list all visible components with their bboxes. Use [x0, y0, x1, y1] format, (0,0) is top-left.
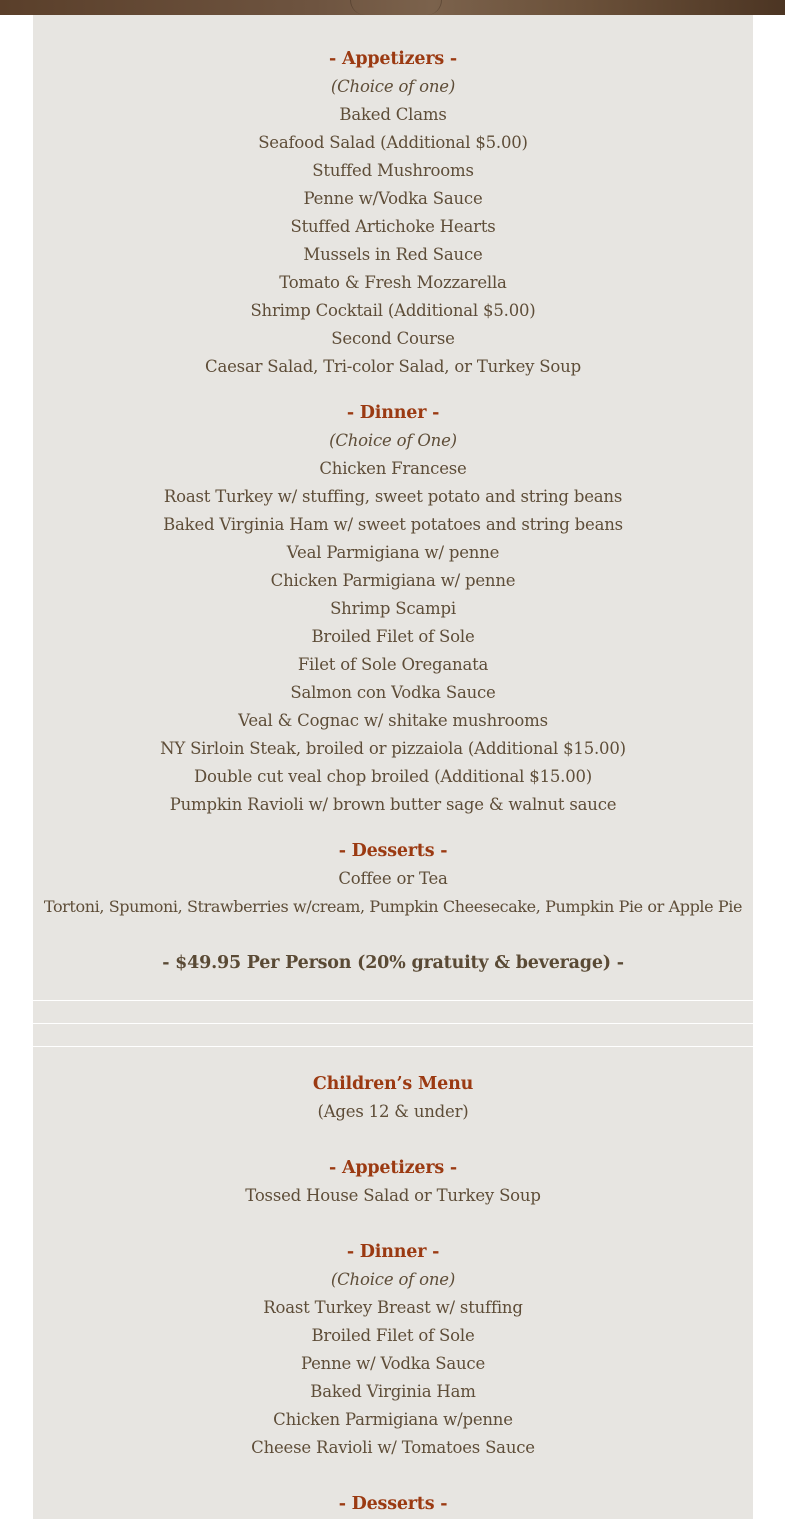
children-appetizers-heading: - Appetizers -	[329, 1158, 457, 1178]
menu-item: Pumpkin Ravioli w/ brown butter sage & walnut sauce	[169, 795, 617, 814]
menu-item: Broiled Filet of Sole	[311, 627, 475, 646]
menu-item: Veal & Cognac w/ shitake mushrooms	[238, 711, 548, 730]
menu-item: Baked Virginia Ham	[310, 1382, 476, 1401]
childrens-menu-title: Children’s Menu	[312, 1074, 474, 1094]
menu-item: Broiled Filet of Sole	[311, 1326, 475, 1345]
menu-item: Chicken Francese	[319, 459, 467, 478]
menu-item: Baked Clams	[339, 105, 447, 124]
menu-item: Veal Parmigiana w/ penne	[286, 543, 500, 562]
second-course-label: Second Course	[331, 329, 455, 348]
menu-item: Shrimp Cocktail (Additional $5.00)	[250, 301, 536, 320]
spacer-band	[33, 1024, 753, 1046]
menu-item: Coffee or Tea	[338, 869, 448, 888]
menu-item: Tortoni, Spumoni, Strawberries w/cream, Pumpkin Cheesecake, Pumpkin Pie or Apple Pie	[43, 897, 743, 916]
menu-item: Penne w/ Vodka Sauce	[300, 1354, 486, 1373]
hero-image-strip	[0, 0, 785, 15]
dinner-choice-note: (Choice of One)	[329, 431, 457, 450]
menu-item: Shrimp Scampi	[330, 599, 456, 618]
spacer-band	[33, 1001, 753, 1023]
menu-item: Chicken Parmigiana w/penne	[273, 1410, 513, 1429]
menu-item: Salmon con Vodka Sauce	[290, 683, 496, 702]
menu-item: Baked Virginia Ham w/ sweet potatoes and string beans	[163, 515, 623, 534]
menu-item: Roast Turkey Breast w/ stuffing	[263, 1298, 523, 1317]
appetizers-choice-note: (Choice of one)	[330, 77, 456, 96]
menu-item: Penne w/Vodka Sauce	[303, 189, 483, 208]
menu-item: Chicken Parmigiana w/ penne	[270, 571, 516, 590]
appetizers-heading: - Appetizers -	[329, 49, 457, 69]
dinner-heading: - Dinner -	[346, 403, 440, 423]
children-desserts-heading: - Desserts -	[338, 1494, 448, 1514]
menu-item: Seafood Salad (Additional $5.00)	[258, 133, 528, 152]
menu-item: Mussels in Red Sauce	[303, 245, 483, 264]
menu-item: Stuffed Artichoke Hearts	[290, 217, 496, 236]
hero-sketch-decoration	[350, 0, 442, 15]
menu-item: Cheese Ravioli w/ Tomatoes Sauce	[251, 1438, 535, 1457]
menu-item: Roast Turkey w/ stuffing, sweet potato and string beans	[163, 487, 623, 506]
childrens-menu-panel	[33, 1047, 753, 1519]
menu-item: Filet of Sole Oreganata	[297, 655, 489, 674]
menu-item: NY Sirloin Steak, broiled or pizzaiola (Additional $15.00)	[160, 739, 626, 758]
desserts-heading: - Desserts -	[338, 841, 448, 861]
childrens-ages-note: (Ages 12 & under)	[317, 1102, 469, 1121]
menu-item: Tossed House Salad or Turkey Soup	[245, 1186, 541, 1205]
holiday-menu-panel	[33, 15, 753, 1000]
menu-item: Tomato & Fresh Mozzarella	[279, 273, 507, 292]
menu-item: Caesar Salad, Tri-color Salad, or Turkey Soup	[205, 357, 581, 376]
menu-item: Double cut veal chop broiled (Additional $15.00)	[193, 767, 593, 786]
menu-item: Stuffed Mushrooms	[312, 161, 474, 180]
children-dinner-choice-note: (Choice of one)	[330, 1270, 456, 1289]
price-line: - $49.95 Per Person (20% gratuity & beverage) -	[162, 953, 624, 973]
children-dinner-heading: - Dinner -	[346, 1242, 440, 1262]
